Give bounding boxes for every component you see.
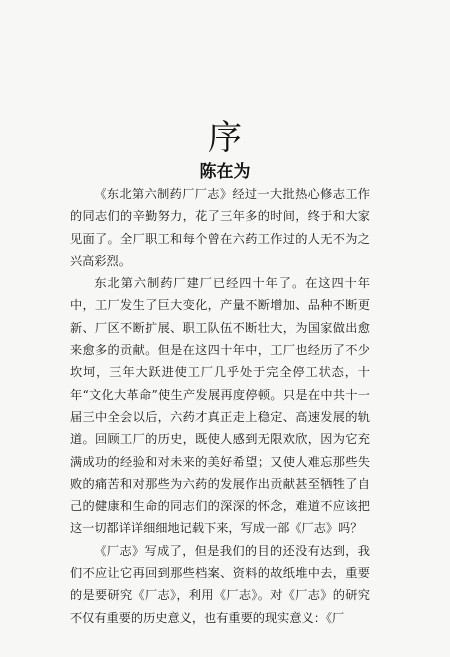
paragraph: 《东北第六制药厂厂志》经过一大批热心修志工作的同志们的辛勤努力，花了三年多的时间，终于和大家见面了。全厂职工和每个曾在六药工作过的人无不为之兴高彩烈。 bbox=[70, 187, 370, 268]
author-name: 陈在为 bbox=[199, 162, 251, 182]
preface-title: 序 bbox=[208, 118, 242, 158]
preface-body bbox=[70, 183, 370, 629]
paragraph: 东北第六制药厂建厂已经四十年了。在这四十年中，工厂发生了巨大变化，产量不断增加、品种不断更新、厂区不断扩展、职工队伍不断壮大，为国家做出愈来愈多的贡献。但是在这四十年中，工厂也经历了不少坎坷，三年大跃进使工厂几乎处于完全停工状态，十年“文化大革命”使生产发展再度停顿。只是在中共十一届三中全会以后，六药才真正走上稳定、高速发展的轨道。回顾工厂的历史，既使人感到无限欢欣，因为它充满成功的经验和对未来的美好希望；又使人难忘那些失败的痛苦和对那些为六药的发展作出贡献甚至牺牲了自己的健康和生命的同志们的深深的怀念，难道不应该把这一切都详详细细地记载下来，写成一部《厂志》吗？ bbox=[70, 276, 370, 536]
paragraph: 《厂志》写成了，但是我们的目的还没有达到，我们不应让它再回到那些档案、资料的故纸堆中去，重要的是要研究《厂志》，利用《厂志》。对《厂志》的研究不仅有重要的历史意义，也有重要的现实意义：《厂 bbox=[70, 543, 370, 625]
